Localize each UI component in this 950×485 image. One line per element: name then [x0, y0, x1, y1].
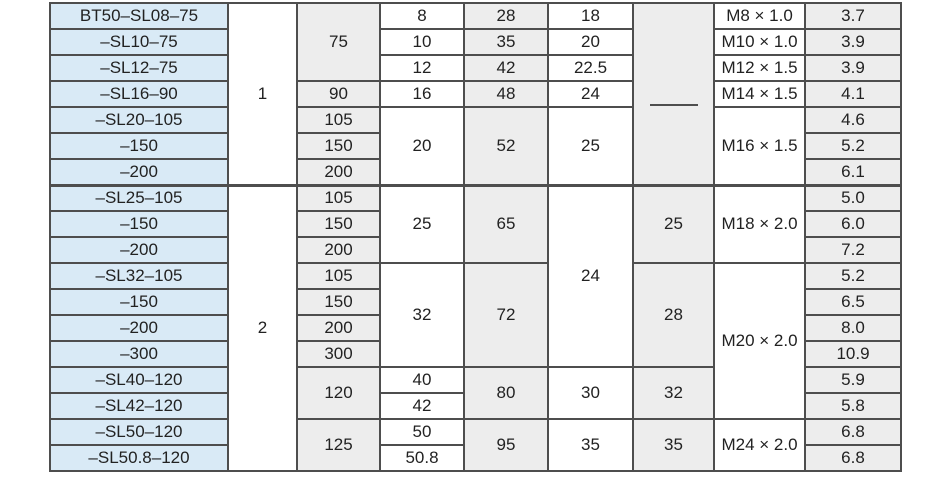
- value-cell: 105: [297, 107, 380, 133]
- table-row: [50, 263, 901, 289]
- value-cell: 7.2: [805, 237, 901, 263]
- table-row: [50, 3, 901, 29]
- value-cell: 120: [297, 367, 380, 419]
- value-cell: M16 × 1.5: [714, 107, 805, 185]
- model-cell: –SL50–120: [50, 419, 228, 445]
- value-cell: 35: [548, 419, 633, 471]
- value-cell: 1: [228, 3, 297, 185]
- model-cell: –300: [50, 341, 228, 367]
- value-cell: 32: [633, 367, 714, 419]
- value-cell: M24 × 2.0: [714, 419, 805, 471]
- value-cell: 5.8: [805, 393, 901, 419]
- model-cell: BT50–SL08–75: [50, 3, 228, 29]
- value-cell: M18 × 2.0: [714, 185, 805, 263]
- value-cell: 200: [297, 159, 380, 185]
- value-cell: 12: [380, 55, 464, 81]
- model-cell: –SL25–105: [50, 185, 228, 211]
- value-cell: 50.8: [380, 445, 464, 471]
- value-cell: 8: [380, 3, 464, 29]
- value-cell: 10: [380, 29, 464, 55]
- model-cell: –150: [50, 211, 228, 237]
- value-cell: 150: [297, 211, 380, 237]
- value-cell: 75: [297, 3, 380, 81]
- value-cell: 80: [464, 367, 548, 419]
- value-cell: 125: [297, 419, 380, 471]
- model-cell: –SL20–105: [50, 107, 228, 133]
- value-cell: 3.9: [805, 29, 901, 55]
- value-cell: 4.6: [805, 107, 901, 133]
- model-cell: –150: [50, 133, 228, 159]
- value-cell: 28: [464, 3, 548, 29]
- value-cell: 95: [464, 419, 548, 471]
- value-cell: 10.9: [805, 341, 901, 367]
- value-cell: 25: [548, 107, 633, 185]
- value-cell: 40: [380, 367, 464, 393]
- value-cell: 65: [464, 185, 548, 263]
- value-cell: M14 × 1.5: [714, 81, 805, 107]
- table-row: [50, 419, 901, 445]
- value-cell: 32: [380, 263, 464, 367]
- value-cell: 2: [228, 185, 297, 471]
- model-cell: –200: [50, 159, 228, 185]
- value-cell: 200: [297, 315, 380, 341]
- model-cell: –SL16–90: [50, 81, 228, 107]
- dash-placeholder-cell: [633, 3, 714, 185]
- model-cell: –200: [50, 315, 228, 341]
- value-cell: 150: [297, 133, 380, 159]
- value-cell: 5.2: [805, 263, 901, 289]
- model-cell: –200: [50, 237, 228, 263]
- value-cell: 6.1: [805, 159, 901, 185]
- value-cell: 90: [297, 81, 380, 107]
- table-row: [50, 185, 901, 211]
- value-cell: 5.9: [805, 367, 901, 393]
- value-cell: 24: [548, 81, 633, 107]
- value-cell: 105: [297, 263, 380, 289]
- value-cell: 25: [633, 185, 714, 263]
- value-cell: 28: [633, 263, 714, 367]
- value-cell: 8.0: [805, 315, 901, 341]
- model-cell: –SL10–75: [50, 29, 228, 55]
- value-cell: 42: [464, 55, 548, 81]
- spec-table-body: [50, 3, 901, 471]
- value-cell: 18: [548, 3, 633, 29]
- dash-icon: [650, 104, 698, 106]
- value-cell: 42: [380, 393, 464, 419]
- value-cell: 50: [380, 419, 464, 445]
- value-cell: 20: [380, 107, 464, 185]
- value-cell: 6.0: [805, 211, 901, 237]
- value-cell: 35: [464, 29, 548, 55]
- model-cell: –150: [50, 289, 228, 315]
- model-cell: –SL40–120: [50, 367, 228, 393]
- value-cell: 35: [633, 419, 714, 471]
- value-cell: 6.8: [805, 445, 901, 471]
- table-row: [50, 107, 901, 133]
- value-cell: 24: [548, 185, 633, 367]
- value-cell: M12 × 1.5: [714, 55, 805, 81]
- value-cell: M10 × 1.0: [714, 29, 805, 55]
- value-cell: M20 × 2.0: [714, 263, 805, 419]
- value-cell: 5.0: [805, 185, 901, 211]
- model-cell: –SL12–75: [50, 55, 228, 81]
- spec-table: [49, 2, 902, 472]
- value-cell: 20: [548, 29, 633, 55]
- value-cell: 5.2: [805, 133, 901, 159]
- value-cell: 52: [464, 107, 548, 185]
- value-cell: 300: [297, 341, 380, 367]
- model-cell: –SL50.8–120: [50, 445, 228, 471]
- value-cell: 3.7: [805, 3, 901, 29]
- value-cell: 200: [297, 237, 380, 263]
- value-cell: 72: [464, 263, 548, 367]
- value-cell: 6.5: [805, 289, 901, 315]
- value-cell: 3.9: [805, 55, 901, 81]
- table-row: [50, 81, 901, 107]
- value-cell: M8 × 1.0: [714, 3, 805, 29]
- value-cell: 16: [380, 81, 464, 107]
- value-cell: 22.5: [548, 55, 633, 81]
- value-cell: 4.1: [805, 81, 901, 107]
- value-cell: 25: [380, 185, 464, 263]
- value-cell: 30: [548, 367, 633, 419]
- value-cell: 150: [297, 289, 380, 315]
- value-cell: 6.8: [805, 419, 901, 445]
- value-cell: 48: [464, 81, 548, 107]
- model-cell: –SL32–105: [50, 263, 228, 289]
- value-cell: 105: [297, 185, 380, 211]
- table-row: [50, 55, 901, 81]
- table-row: [50, 29, 901, 55]
- model-cell: –SL42–120: [50, 393, 228, 419]
